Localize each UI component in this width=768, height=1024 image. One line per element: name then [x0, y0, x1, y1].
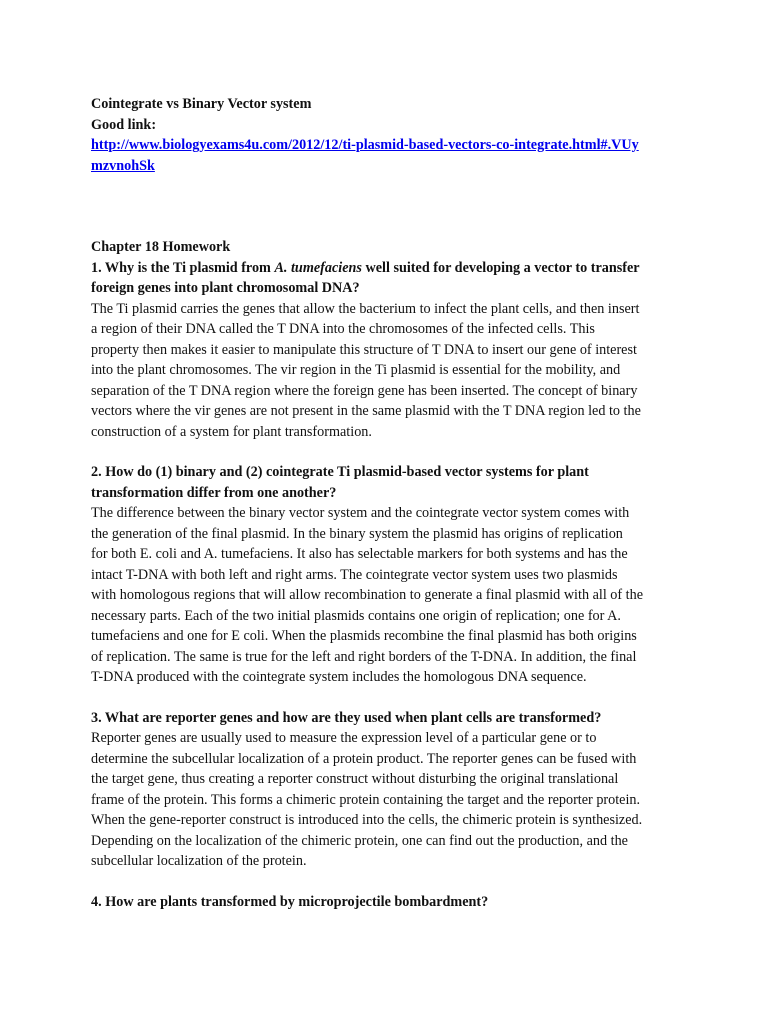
- reference-link-line-2[interactable]: mzvnohSk: [91, 157, 155, 174]
- answer-2-line: tumefaciens and one for E coli. When the plasmids recombine the final plasmid has both origins: [91, 628, 637, 644]
- answer-2-line: the generation of the final plasmid. In the binary system the plasmid has origins of replication: [91, 525, 623, 542]
- answer-2-line: of replication. The same is true for the left and right borders of the T-DNA. In addition, the final: [91, 648, 637, 665]
- answer-1-line: construction of a system for plant transformation.: [91, 423, 372, 440]
- question-2: [91, 462, 683, 503]
- document-page: [91, 94, 683, 912]
- answer-1: [91, 299, 683, 443]
- answer-3-line: determine the subcellular localization of a protein product. The reporter genes can be fused with: [91, 750, 637, 767]
- answer-3-line: Reporter genes are usually used to measure the expression level of a particular gene or to: [91, 730, 597, 746]
- answer-2-line: The difference between the binary vector system and the cointegrate vector system comes with: [91, 505, 630, 521]
- spacer: [91, 688, 683, 708]
- answer-2-line: intact T-DNA with both left and right arms. The cointegrate vector system uses two plasmids: [91, 566, 618, 583]
- spacer: [91, 872, 683, 892]
- answer-3: [91, 728, 683, 872]
- answer-1-line: The Ti plasmid carries the genes that allow the bacterium to infect the plant cells, and then insert: [91, 300, 640, 317]
- answer-1-line: a region of their DNA called the T DNA into the chromosomes of the infected cells. This: [91, 321, 595, 337]
- answer-2: [91, 503, 683, 688]
- spacer: [91, 442, 683, 462]
- answer-3-line: frame of the protein. This forms a chimeric protein containing the target and the reporter protein.: [91, 791, 641, 808]
- question-1-line-2: foreign genes into plant chromosomal DNA?: [91, 280, 360, 296]
- answer-3-line: Depending on the localization of the chimeric protein, one can find out the production, and the: [91, 832, 628, 849]
- answer-1-line: vectors where the vir genes are not present in the same plasmid with the T DNA region led to the: [91, 403, 641, 419]
- question-4-line: 4. How are plants transformed by microprojectile bombardment?: [91, 893, 489, 910]
- question-2-line: transformation differ from one another?: [91, 484, 337, 501]
- reference-link[interactable]: [91, 135, 683, 176]
- question-3: [91, 708, 683, 729]
- question-1-text-a: 1. Why is the Ti plasmid from: [91, 259, 275, 276]
- question-4: [91, 892, 683, 913]
- question-1-italic-term: A. tumefaciens: [274, 259, 362, 276]
- chapter-heading: Chapter 18 Homework: [91, 239, 231, 255]
- spacer: [91, 176, 683, 237]
- document-title: Cointegrate vs Binary Vector system: [91, 96, 312, 112]
- answer-2-line: T-DNA produced with the cointegrate system includes the homologous DNA sequence.: [91, 669, 587, 685]
- answer-3-line: the target gene, thus creating a reporter construct without disturbing the original translational: [91, 771, 619, 787]
- question-1-line-1: [91, 258, 683, 279]
- question-2-line: 2. How do (1) binary and (2) cointegrate Ti plasmid-based vector systems for plant: [91, 464, 589, 480]
- answer-3-line: subcellular localization of the protein.: [91, 853, 307, 869]
- answer-1-line: into the plant chromosomes. The vir region in the Ti plasmid is essential for the mobility, and: [91, 362, 621, 378]
- question-1: [91, 258, 683, 299]
- good-link-label: Good link:: [91, 116, 157, 133]
- answer-2-line: for both E. coli and A. tumefaciens. It also has selectable markers for both systems and has the: [91, 546, 628, 562]
- question-3-line: 3. What are reporter genes and how are they used when plant cells are transformed?: [91, 709, 602, 726]
- answer-1-line: separation of the T DNA region where the foreign gene has been inserted. The concept of binary: [91, 382, 638, 399]
- answer-2-line: with homologous regions that will allow recombination to generate a final plasmid with all of the: [91, 587, 644, 603]
- answer-3-line: When the gene-reporter construct is introduced into the cells, the chimeric protein is synthesized.: [91, 812, 643, 828]
- answer-1-line: property then makes it easier to manipulate this structure of T DNA to insert our gene of interest: [91, 341, 637, 358]
- answer-2-line: necessary parts. Each of the two initial plasmids contains one origin of replication; one for A.: [91, 607, 621, 624]
- question-1-text-b: well suited for developing a vector to transfer: [361, 259, 640, 276]
- reference-link-line-1[interactable]: http://www.biologyexams4u.com/2012/12/ti-plasmid-based-vectors-co-integrate.html#.VUy: [91, 137, 639, 153]
